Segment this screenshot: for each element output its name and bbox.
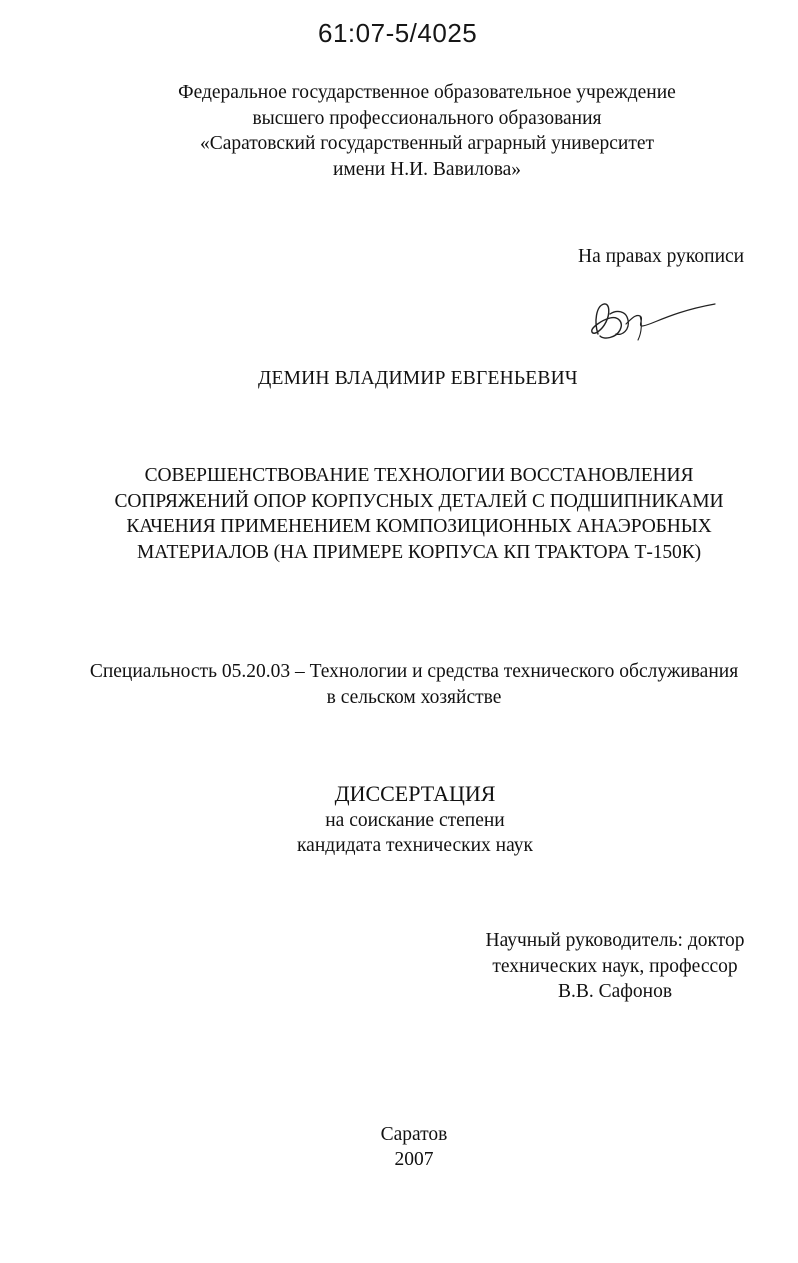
place: Саратов [380,1124,448,1145]
supervisor-line-1: Научный руководитель: доктор [485,930,745,951]
institution-header [28,80,798,182]
specialty-line-2: в сельском хозяйстве [326,686,502,708]
supervisor-line-3: В.В. Сафонов [557,981,673,1002]
specialty [84,659,744,710]
institution-line-1: Федеральное государственное образовательное учреждение [178,82,676,103]
thesis-title-line-3: КАЧЕНИЯ ПРИМЕНЕНИЕМ КОМПОЗИЦИОННЫХ АНАЭРОБНЫХ [126,516,712,537]
institution-line-2: высшего профессионального образования [252,107,602,129]
work-type [0,780,798,858]
institution-line-4: имени Н.И. Вавилова» [332,158,522,180]
work-type-line-2: кандидата технических наук [297,835,533,856]
work-type-title: ДИССЕРТАЦИЯ [334,781,496,806]
thesis-title-line-2: СОПРЯЖЕНИЙ ОПОР КОРПУСНЫХ ДЕТАЛЕЙ С ПОДШИПНИКАМИ [114,490,724,512]
signature-handwritten [580,292,730,352]
thesis-title-line-4: МАТЕРИАЛОВ (НА ПРИМЕРЕ КОРПУСА КП ТРАКТОРА Т-150К) [137,541,701,563]
year: 2007 [394,1149,434,1170]
place-and-year [0,1122,798,1172]
scientific-supervisor [470,928,760,1005]
supervisor-line-2: технических наук, профессор [492,955,738,977]
manuscript-rights-note: На правах рукописи [578,246,745,267]
thesis-title [0,463,798,565]
specialty-line-1: Специальность 05.20.03 – Технологии и средства технического обслуживания [89,661,739,682]
thesis-title-line-1: СОВЕРШЕНСТВОВАНИЕ ТЕХНОЛОГИИ ВОССТАНОВЛЕНИЯ [144,465,694,486]
institution-line-3: «Саратовский государственный аграрный университет [199,133,655,154]
work-type-line-1: на соискание степени [325,810,505,831]
author-name: ДЕМИН ВЛАДИМИР ЕВГЕНЬЕВИЧ [258,368,578,389]
catalog-number: 61:07-5/4025 [318,18,478,48]
